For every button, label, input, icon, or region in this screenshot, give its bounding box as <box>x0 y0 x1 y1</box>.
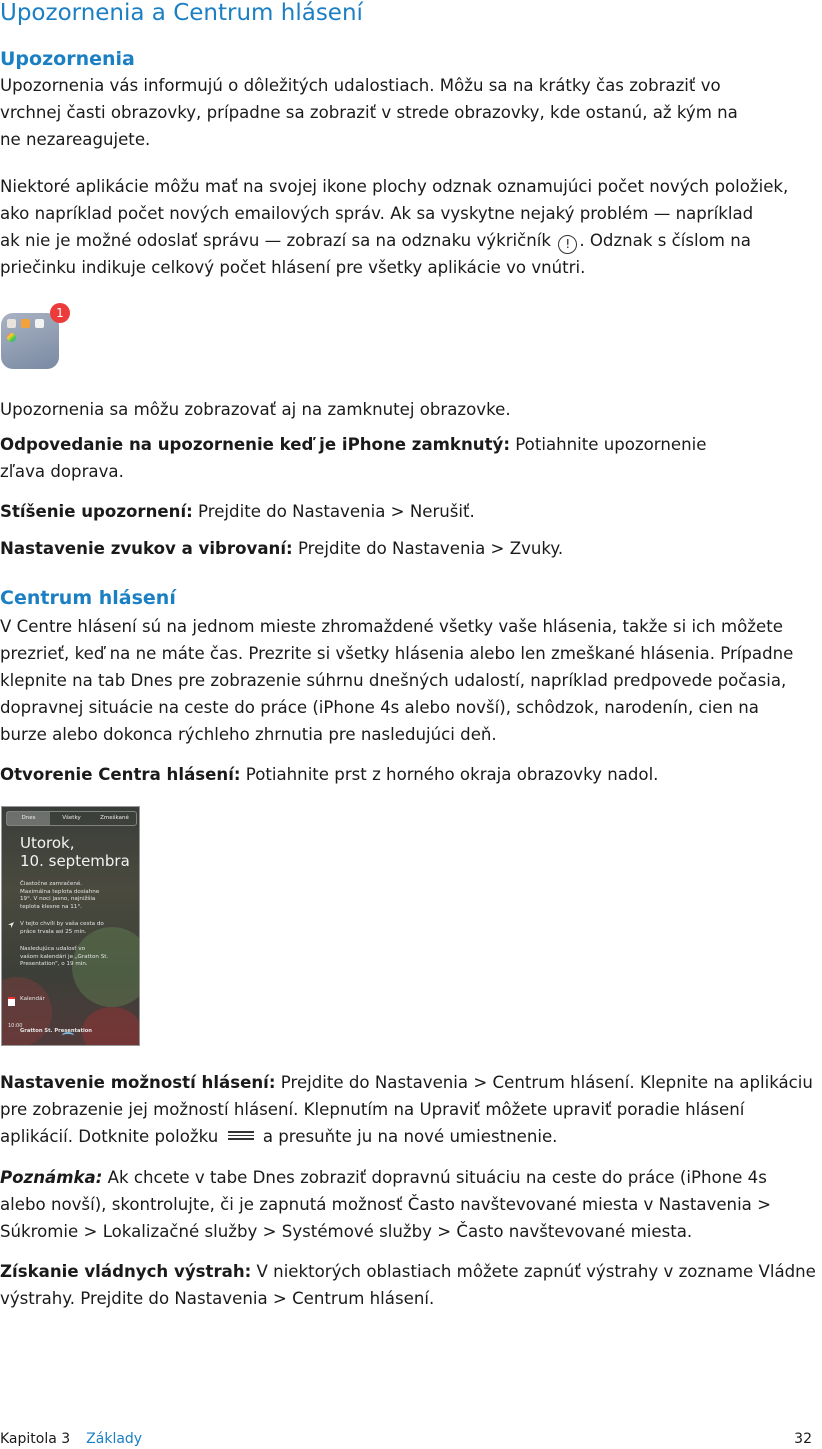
term-label: Nastavenie zvukov a vibrovaní: <box>0 539 293 558</box>
text-line: pre zobrazenie jej možností hlásení. Klepnutím na Upraviť môžete upraviť poradie hlásení <box>0 1100 745 1119</box>
text-segment: Prejdite do Nastavenia > Nerušiť. <box>192 502 475 521</box>
nc-text-line: vašom kalendári je „Gratton St. <box>20 953 109 960</box>
nc-tab-missed: Zmeškané <box>100 815 129 821</box>
nc-date: 10. septembra <box>20 852 130 870</box>
nc-text-line: práce trvala asi 25 min. <box>20 928 87 935</box>
text-line: dopravnej situácie na ceste do práce (iPhone 4s alebo novší), schôdzok, narodenín, cien na <box>0 698 759 717</box>
term-label: Získanie vládnych výstrah: <box>0 1262 252 1281</box>
notification-badge: 1 <box>50 303 70 323</box>
text-segment: V niektorých oblastiach môžete zapnúť výstrahy v zozname Vládne <box>251 1262 816 1281</box>
text-segment: ak nie je možné odoslať správu — zobrazí sa na odznaku výkričník <box>0 231 552 250</box>
nc-text-line: V tejto chvíli by vaša cesta do <box>20 921 104 927</box>
reorder-grip-icon <box>228 1129 254 1141</box>
nc-grabber <box>62 1032 74 1039</box>
nc-text-line: Presentation", o 19 min. <box>20 961 88 968</box>
text-line: Upozornenia vás informujú o dôležitých udalostiach. Môžu sa na krátky čas zobraziť vo <box>0 76 721 95</box>
text-segment: Ak chcete v tabe Dnes zobraziť dopravnú situáciu na ceste do práce (iPhone 4s <box>102 1168 767 1187</box>
paragraph-reply <box>0 431 706 485</box>
term-label: Nastavenie možností hlásení: <box>0 1073 276 1092</box>
nc-event-name: Gratton St. Presentation <box>20 1028 93 1034</box>
text-line: ako napríklad počet nových emailových správ. Ak sa vyskytne nejaký problém — napríklad <box>0 204 754 223</box>
term-label: Otvorenie Centra hlásení: <box>0 765 241 784</box>
text-line: vrchnej časti obrazovky, prípadne sa zobraziť v strede obrazovky, kde ostanú, až kým na <box>0 103 738 122</box>
text-line <box>0 1123 813 1150</box>
exclamation-icon: ! <box>558 235 577 254</box>
nc-tab-bar <box>6 811 137 826</box>
text-line: Niektoré aplikácie môžu mať na svojej ikone plochy odznak oznamujúci počet nových položiek, <box>0 177 789 196</box>
nc-tab-all: Všetky <box>62 815 81 821</box>
app-mini-icon <box>7 319 16 328</box>
page-title: Upozornenia a Centrum hlásení <box>0 0 363 26</box>
nc-text-line: 19°. V noci jasno, najnižšia <box>20 896 96 903</box>
paragraph-open <box>0 761 658 788</box>
app-mini-icon <box>7 333 16 342</box>
nc-text-line: teplota klesne na 11°. <box>20 903 82 910</box>
text-line <box>0 761 658 788</box>
text-line: burze alebo dokonca rýchleho zhrnutia pre nasledujúci deň. <box>0 725 497 744</box>
nc-weather <box>20 881 99 911</box>
text-segment: a presuňte ju na nové umiestnenie. <box>262 1127 558 1146</box>
app-mini-icon <box>35 319 44 328</box>
paragraph-mute <box>0 498 475 525</box>
term-label: Odpovedanie na upozornenie keď je iPhone zamknutý: <box>0 435 510 454</box>
text-line: ne nezareagujete. <box>0 130 151 149</box>
text-segment: Prejdite do Nastavenia > Centrum hlásení. Klepnite na aplikáciu <box>275 1073 813 1092</box>
nc-calendar-label: Kalendár <box>20 996 45 1002</box>
text-line: priečinku indikuje celkový počet hlásení pre všetky aplikácie vo vnútri. <box>0 258 586 277</box>
footer-chapter <box>0 1431 142 1447</box>
chapter-number: Kapitola 3 <box>0 1431 71 1447</box>
note-label: Poznámka: <box>0 1168 103 1187</box>
section-heading-centrum: Centrum hlásení <box>0 587 176 609</box>
nc-event-time: 10:00 <box>8 1023 23 1029</box>
text-line: zľava doprava. <box>0 462 124 481</box>
text-line <box>0 1258 816 1285</box>
background-blur <box>82 1007 140 1046</box>
text-line: klepnite na tab Dnes pre zobrazenie súhrnu dnešných udalostí, napríklad predpovede počasia, <box>0 671 787 690</box>
nc-tab-today: Dnes <box>7 812 50 825</box>
text-line: Súkromie > Lokalizačné služby > Systémové služby > Často navštevované miesta. <box>0 1222 693 1241</box>
text-line: alebo novší), skontrolujte, či je zapnutá možnosť Často navštevované miesta v Nastavenia > <box>0 1195 772 1214</box>
text-line: V Centre hlásení sú na jednom mieste zhromaždené všetky vaše hlásenia, takže si ich môžete <box>0 617 783 636</box>
text-line <box>0 535 563 562</box>
paragraph-alerts <box>0 1258 816 1312</box>
paragraph-sounds <box>0 535 563 562</box>
paragraph-note <box>0 1164 771 1245</box>
background-blur <box>1 977 52 1046</box>
text-line <box>0 1164 771 1191</box>
paragraph-intro <box>0 72 738 153</box>
nc-text-line: Maximálna teplota dosiahne <box>20 888 100 895</box>
term-label: Stíšenie upozornení: <box>0 502 193 521</box>
section-heading-upozornenia: Upozornenia <box>0 48 135 70</box>
text-line <box>0 227 788 254</box>
paragraph-centrum <box>0 613 793 748</box>
folder-icon <box>1 313 59 369</box>
nc-text-line: Nasledujúca udalosť vo <box>20 946 86 952</box>
text-line <box>0 498 475 525</box>
text-segment: aplikácií. Dotknite položku <box>0 1127 219 1146</box>
page-number: 32 <box>794 1431 812 1447</box>
notification-center-screenshot <box>1 806 140 1046</box>
app-mini-icon <box>21 319 30 328</box>
text-segment: . Odznak s číslom na <box>579 231 751 250</box>
text-line: Upozornenia sa môžu zobrazovať aj na zamknutej obrazovke. <box>0 400 511 419</box>
location-arrow-icon <box>8 922 14 928</box>
nc-text-line: Čiastočne zamračené. <box>20 881 83 887</box>
nc-next-event <box>20 946 108 969</box>
nc-day: Utorok, <box>20 834 75 852</box>
text-line: výstrahy. Prejdite do Nastavenia > Centrum hlásení. <box>0 1289 435 1308</box>
text-line <box>0 431 706 458</box>
nc-traffic <box>20 921 104 936</box>
text-segment: Potiahnite prst z horného okraja obrazovky nadol. <box>240 765 659 784</box>
calendar-icon <box>8 997 15 1006</box>
text-segment: Potiahnite upozornenie <box>509 435 707 454</box>
paragraph-lockscreen <box>0 396 511 423</box>
text-line <box>0 1069 813 1096</box>
chapter-name-link[interactable]: Základy <box>86 1431 143 1447</box>
paragraph-badges <box>0 173 788 281</box>
text-segment: Prejdite do Nastavenia > Zvuky. <box>292 539 564 558</box>
text-line: prezrieť, keď na ne máte čas. Prezrite si všetky hlásenia alebo len zmeškané hlásenia. Prípadne <box>0 644 794 663</box>
paragraph-settings <box>0 1069 813 1150</box>
